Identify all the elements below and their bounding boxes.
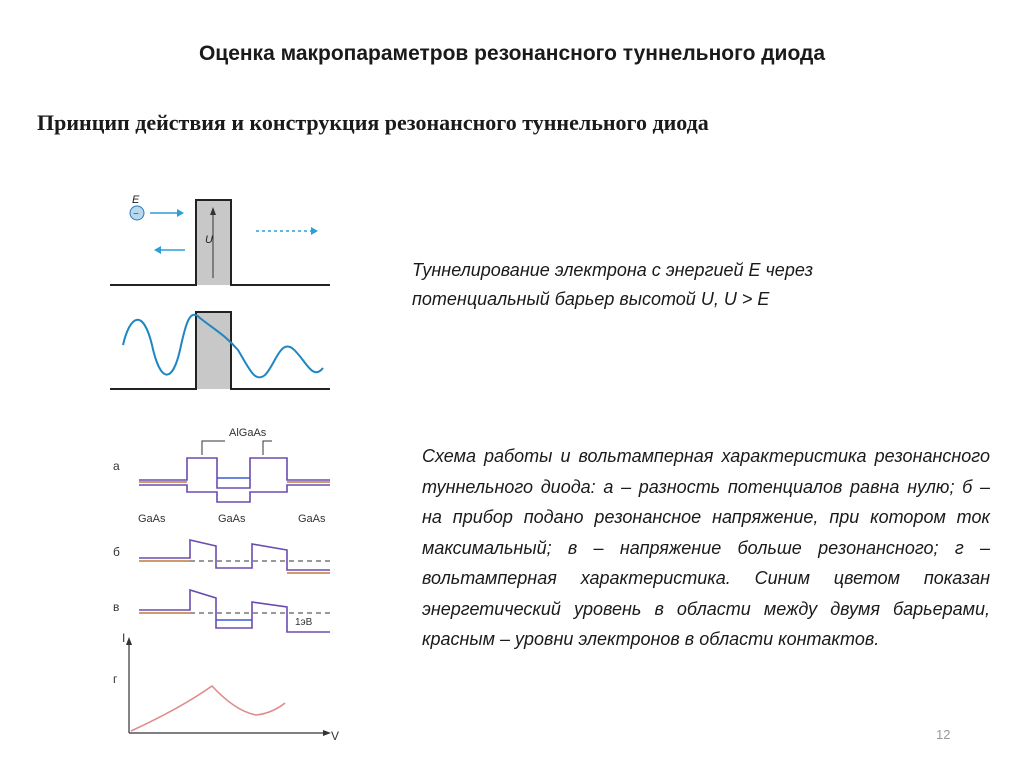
energy-label: E [132, 194, 140, 206]
barrier-height-label: U [205, 234, 213, 246]
label-b: б [113, 545, 120, 559]
tunneling-figure [110, 194, 330, 389]
arrow-right-icon [177, 209, 184, 217]
iv-characteristic-curve [131, 686, 285, 731]
electron-sign: − [133, 209, 139, 220]
band-diagram-figure [113, 427, 339, 743]
algaas-pointer-right [263, 441, 272, 455]
label-g: г [113, 672, 118, 686]
gaas-label-left: GaAs [138, 513, 166, 525]
slide-subtitle: Принцип действия и конструкция резонансного туннельного диода [37, 110, 709, 135]
page-number: 12 [936, 727, 951, 742]
gaas-label-right: GaAs [298, 513, 326, 525]
arrow-right-icon [323, 730, 331, 736]
iv-axis-current-label: I [122, 631, 126, 645]
gaas-label-middle: GaAs [218, 513, 246, 525]
band-profile-a [139, 458, 330, 488]
tunneling-caption: Туннелирование электрона с энергией Е через потенциальный барьер высотой U, U > E [412, 260, 814, 309]
arrow-right-icon [311, 227, 318, 235]
algaas-pointer-left [202, 441, 225, 455]
slide-title: Оценка макропараметров резонансного туннельного диода [198, 42, 826, 65]
arrow-left-icon [154, 246, 161, 254]
label-a: а [113, 459, 120, 473]
label-v: в [113, 600, 120, 614]
band-profile-b [139, 540, 330, 570]
barrier-rect-lower [196, 312, 231, 389]
iv-axis-voltage-label: V [331, 729, 340, 743]
arrow-up-icon [126, 637, 132, 645]
algaas-label: AlGaAs [229, 427, 267, 439]
scheme-caption: Схема работы и вольтамперная характеристика резонансного туннельного диода: а – разность потенциалов равна нулю; б – на прибор подано резонансное напряжение, при котором ток максимальный; в – напряжение больше резонансного; г – вольтамперная характеристика. Синим цветом показан энергетический уровень в области между двумя барьерами, красным – уровни электронов в области контактов. [422, 446, 990, 649]
voltage-drop-label: 1эВ [295, 617, 313, 628]
